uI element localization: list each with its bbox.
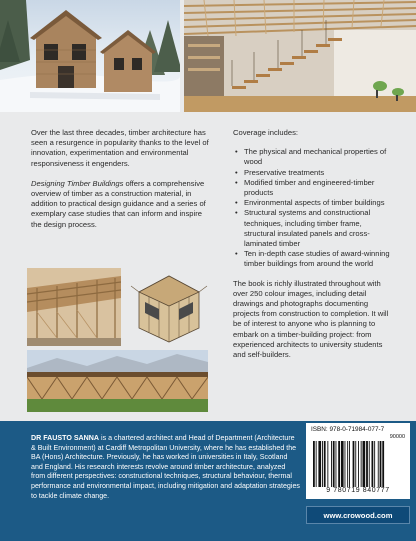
coverage-item: • Modified timber and engineered-timber products bbox=[233, 178, 393, 198]
staircase-illustration bbox=[184, 0, 416, 112]
website-badge[interactable] bbox=[306, 506, 410, 524]
timber-pavilion-photo bbox=[27, 350, 208, 412]
coverage-item: • Ten in-depth case studies of award-winning timber buildings from around the world bbox=[233, 249, 393, 269]
author-bio-text: is a chartered architect and Head of Department (Architecture & Built Environment) at Cardiff Metropolitan University, where he has established the BA (Hons) Architecture. Previously, he has worked in universities in Italy, Scotland and England. His research interests revolve around timber architecture, analyzed from different perspectives: constructional techniques, structural behaviour, thermal performance and environmental impact, including mitigation and adaptation strategies to tackle climate change. bbox=[31, 434, 300, 500]
barcode-digits: 9 780719 840777 bbox=[326, 487, 390, 494]
axonometric-house-illustration bbox=[125, 262, 213, 346]
isbn-label: ISBN: 978-0-71984-077-7 bbox=[311, 426, 385, 433]
coverage-item: • Environmental aspects of timber buildings bbox=[233, 198, 393, 208]
coverage-item: • Structural systems and constructional techniques, including timber frame, structural insulated panels and cross-laminated timber bbox=[233, 208, 393, 249]
roof-construction-photo bbox=[27, 268, 121, 346]
intro-paragraph: Over the last three decades, timber architecture has seen a resurgence in popularity thanks to the level of innovation, experimentation and environmental responsiveness it engenders. bbox=[31, 128, 209, 168]
author-name: DR FAUSTO SANNA bbox=[31, 434, 100, 442]
description-paragraph bbox=[31, 179, 209, 230]
coverage-section bbox=[233, 128, 393, 360]
roof-truss-illustration bbox=[27, 268, 121, 346]
cabins-illustration bbox=[0, 0, 180, 112]
price-code: 90000 bbox=[389, 434, 405, 440]
cabins-snow-photo bbox=[0, 0, 180, 112]
intro-section bbox=[31, 128, 209, 230]
author-bio bbox=[31, 434, 301, 501]
book-title: Designing Timber Buildings bbox=[31, 178, 124, 188]
coverage-item: • Preservative treatments bbox=[233, 168, 393, 178]
illustration-note: The book is richly illustrated throughout with over 250 colour images, including detail drawings and photographs documenting projects from construction to completion. It will be of interest to anyone who is planning to embark on a timber-building project: from experienced architects to university students and self-builders. bbox=[233, 278, 389, 360]
structure-diagram bbox=[125, 262, 213, 346]
coverage-item: • The physical and mechanical properties of wood bbox=[233, 147, 393, 167]
coverage-heading: Coverage includes: bbox=[233, 128, 299, 137]
pavilion-illustration bbox=[27, 350, 208, 412]
description-text: offers a comprehensive overview of timber as a construction material, in addition to practical design guidance and a series of exemplary case studies that can inform and inspire the design process. bbox=[31, 178, 206, 229]
coverage-list bbox=[233, 147, 393, 269]
website-link[interactable]: www.crowood.com bbox=[323, 510, 393, 520]
barcode-box bbox=[306, 423, 410, 499]
barcode-graphic bbox=[313, 441, 403, 487]
interior-staircase-photo bbox=[184, 0, 416, 112]
